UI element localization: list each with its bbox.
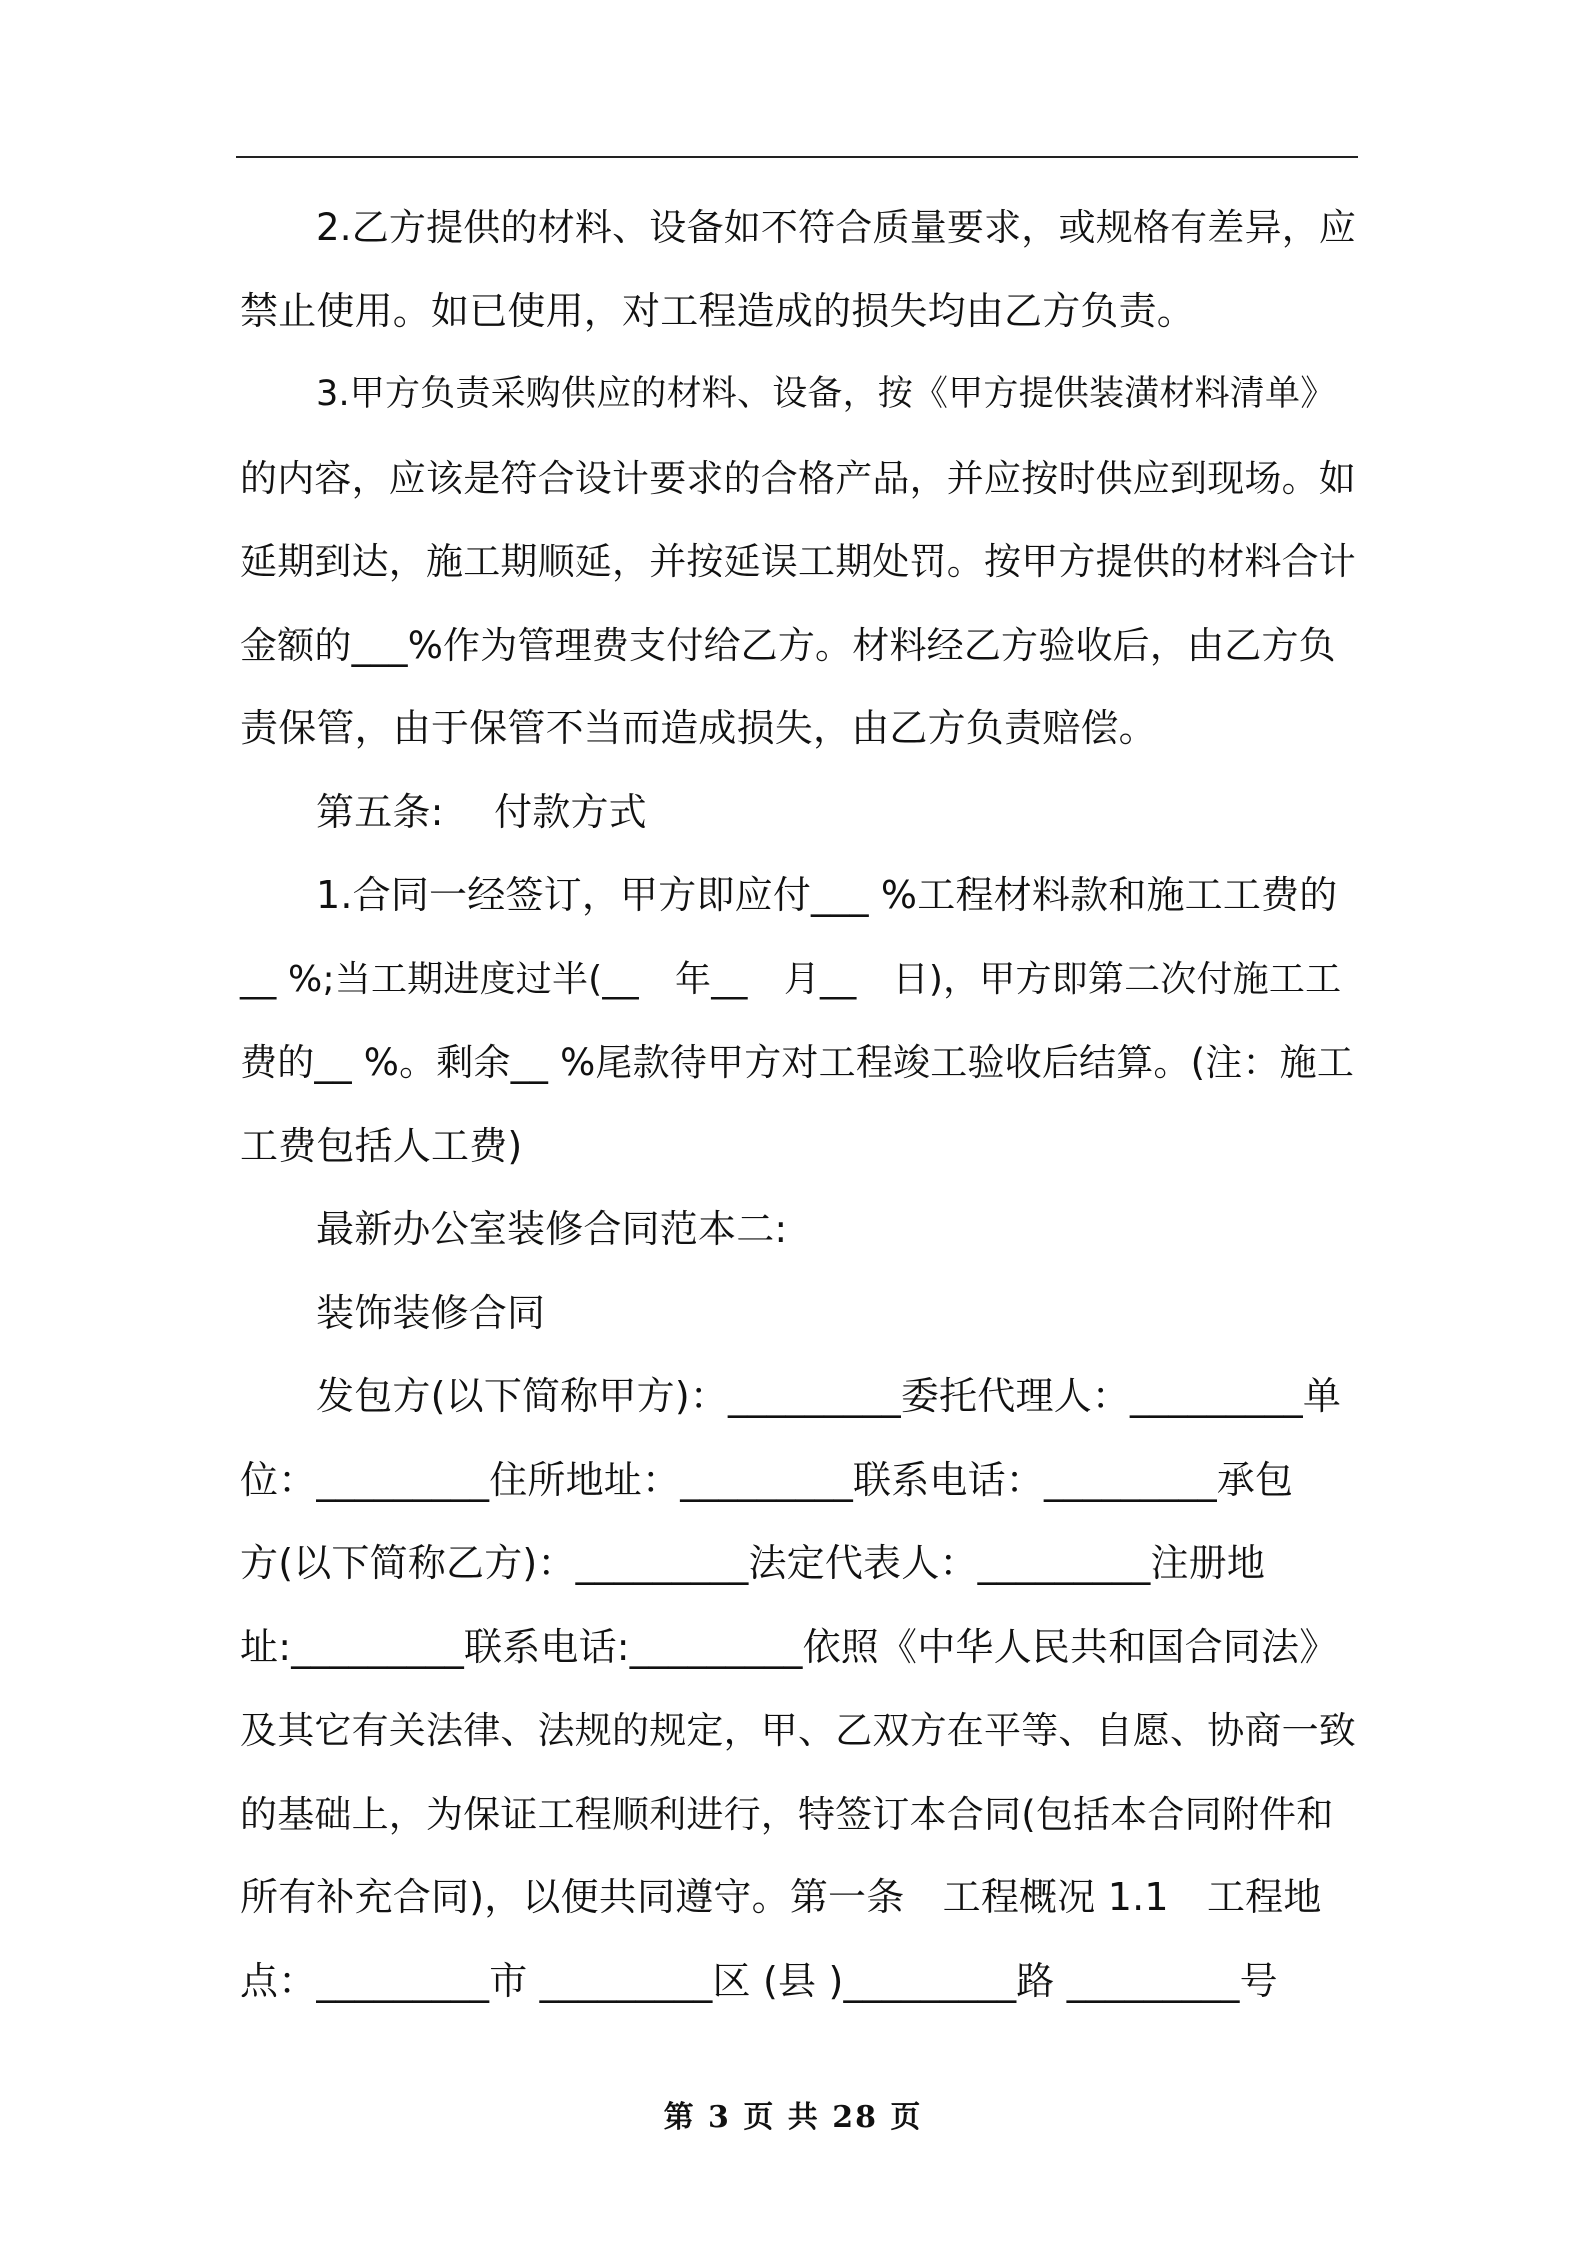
text-line: 位：_________住所地址：_________联系电话：_________承包 (240, 1457, 1294, 1502)
text-line: 责保管，由于保管不当而造成损失，由乙方负责赔偿。 (240, 706, 1157, 750)
text-line: 所有补充合同)，以便共同遵守。第一条 工程概况 1.1 工程地 (240, 1875, 1322, 1919)
text-line: 发包方(以下简称甲方)：_________委托代理人：_________单 (316, 1374, 1342, 1418)
page-number: 第 3 页 共 28 页 (663, 2100, 923, 2135)
text-line: 工费包括人工费) (240, 1123, 523, 1168)
text-line: 3.甲方负责采购供应的材料、设备，按《甲方提供装潢材料清单》 (316, 374, 1336, 414)
text-line: 址:_________联系电话:_________依照《中华人民共和国合同法》 (240, 1624, 1338, 1669)
section-heading: 第五条: 付款方式 (316, 789, 647, 834)
document-body (240, 186, 1356, 2023)
text-line: 的基础上，为保证工程顺利进行，特签订本合同(包括本合同附件和 (240, 1792, 1334, 1836)
text-line: 的内容，应该是符合设计要求的合格产品，并应按时供应到现场。如 (240, 456, 1356, 500)
text-line: 点：_________市 _________区 (县 )_________路 _________号 (240, 1958, 1278, 2003)
text-line: 费的__ %。剩余__ %尾款待甲方对工程竣工验收后结算。(注：施工 (240, 1041, 1355, 1084)
text-line: 延期到达，施工期顺延，并按延误工期处罚。按甲方提供的材料合计 (240, 540, 1356, 583)
text-line: 金额的___%作为管理费支付给乙方。材料经乙方验收后，由乙方负 (240, 623, 1336, 667)
text-line: 及其它有关法律、法规的规定，甲、乙双方在平等、自愿、协商一致 (240, 1709, 1356, 1752)
text-line: 1.合同一经签订，甲方即应付___ %工程材料款和施工工费的 (316, 873, 1338, 917)
header-divider (236, 156, 1358, 158)
text-line: __ %;当工期进度过半(__ 年__ 月__ 日)，甲方即第二次付施工工 (240, 958, 1342, 1000)
contract-title: 装饰装修合同 (316, 1290, 546, 1335)
section-heading: 最新办公室装修合同范本二: (316, 1207, 788, 1251)
text-line: 禁止使用。如已使用，对工程造成的损失均由乙方负责。 (240, 288, 1196, 333)
text-line: 2.乙方提供的材料、设备如不符合质量要求，或规格有差异，应 (316, 206, 1357, 249)
text-line: 方(以下简称乙方)：_________法定代表人：_________注册地 (240, 1541, 1266, 1585)
